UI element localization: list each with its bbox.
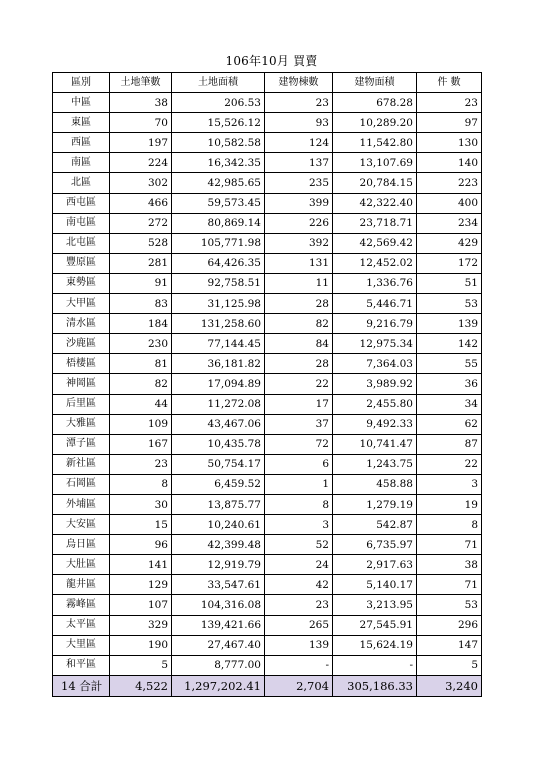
- table-cell: 139,421.66: [172, 615, 265, 635]
- table-cell: 55: [417, 354, 482, 374]
- table-cell: 23: [417, 93, 482, 113]
- district-cell: 大甲區: [53, 294, 110, 314]
- district-cell: 中區: [53, 93, 110, 113]
- column-header: 土地面積: [172, 73, 265, 93]
- district-cell: 西屯區: [53, 193, 110, 213]
- table-cell: 147: [417, 635, 482, 655]
- table-cell: -: [265, 655, 333, 675]
- total-row: [53, 675, 482, 696]
- table-cell: 22: [265, 374, 333, 394]
- table-cell: 10,240.61: [172, 515, 265, 535]
- table-row: [53, 294, 482, 314]
- table-cell: 302: [110, 173, 172, 193]
- table-cell: 8: [265, 494, 333, 514]
- table-cell: 42,569.42: [333, 233, 417, 253]
- district-cell: 梧棲區: [53, 354, 110, 374]
- district-cell: 神岡區: [53, 374, 110, 394]
- table-cell: 38: [110, 93, 172, 113]
- table-row: [53, 253, 482, 273]
- table-cell: 15: [110, 515, 172, 535]
- table-cell: 15,526.12: [172, 113, 265, 133]
- table-cell: 265: [265, 615, 333, 635]
- table-cell: 92,758.51: [172, 273, 265, 293]
- table-cell: 23: [265, 93, 333, 113]
- district-cell: 沙鹿區: [53, 334, 110, 354]
- table-cell: 59,573.45: [172, 193, 265, 213]
- district-cell: 北區: [53, 173, 110, 193]
- table-cell: 12,975.34: [333, 334, 417, 354]
- table-row: [53, 113, 482, 133]
- table-cell: 23,718.71: [333, 213, 417, 233]
- table-cell: 234: [417, 213, 482, 233]
- table-cell: 72: [265, 434, 333, 454]
- table-cell: 139: [417, 314, 482, 334]
- table-cell: 226: [265, 213, 333, 233]
- table-cell: 13,107.69: [333, 153, 417, 173]
- table-cell: 3: [265, 515, 333, 535]
- table-cell: 64,426.35: [172, 253, 265, 273]
- table-row: [53, 434, 482, 454]
- table-cell: 42,985.65: [172, 173, 265, 193]
- table-cell: 9,216.79: [333, 314, 417, 334]
- table-cell: 42,322.40: [333, 193, 417, 213]
- table-cell: 104,316.08: [172, 595, 265, 615]
- column-header: 件 數: [417, 73, 482, 93]
- district-cell: 北屯區: [53, 233, 110, 253]
- table-row: [53, 655, 482, 675]
- table-cell: 7,364.03: [333, 354, 417, 374]
- table-cell: 130: [417, 133, 482, 153]
- table-cell: 528: [110, 233, 172, 253]
- table-row: [53, 374, 482, 394]
- table-cell: 107: [110, 595, 172, 615]
- table-cell: 84: [265, 334, 333, 354]
- table-cell: 51: [417, 273, 482, 293]
- district-cell: 豐原區: [53, 253, 110, 273]
- table-cell: 17,094.89: [172, 374, 265, 394]
- table-cell: 12,452.02: [333, 253, 417, 273]
- table-cell: 281: [110, 253, 172, 273]
- table-cell: 109: [110, 414, 172, 434]
- table-cell: 17: [265, 394, 333, 414]
- table-cell: 542.87: [333, 515, 417, 535]
- table-cell: 33,547.61: [172, 575, 265, 595]
- table-cell: 2,917.63: [333, 555, 417, 575]
- table-cell: 81: [110, 354, 172, 374]
- table-cell: 466: [110, 193, 172, 213]
- table-cell: 140: [417, 153, 482, 173]
- table-cell: 392: [265, 233, 333, 253]
- table-cell: 2,455.80: [333, 394, 417, 414]
- district-cell: 后里區: [53, 394, 110, 414]
- table-row: [53, 93, 482, 113]
- table-cell: 678.28: [333, 93, 417, 113]
- table-cell: 16,342.35: [172, 153, 265, 173]
- column-header: 區別: [53, 73, 110, 93]
- table-cell: 2,704: [265, 675, 333, 696]
- table-row: [53, 454, 482, 474]
- table-cell: 4,522: [110, 675, 172, 696]
- table-cell: 11,542.80: [333, 133, 417, 153]
- table-cell: 8: [110, 474, 172, 494]
- table-cell: 3,213.95: [333, 595, 417, 615]
- table-cell: -: [333, 655, 417, 675]
- table-cell: 400: [417, 193, 482, 213]
- district-cell: 大里區: [53, 635, 110, 655]
- table-row: [53, 153, 482, 173]
- table-cell: 31,125.98: [172, 294, 265, 314]
- district-cell: 霧峰區: [53, 595, 110, 615]
- table-cell: 42,399.48: [172, 535, 265, 555]
- district-cell: 太平區: [53, 615, 110, 635]
- table-row: [53, 173, 482, 193]
- district-cell: 清水區: [53, 314, 110, 334]
- page-title: 106年10月 買賣: [225, 54, 318, 68]
- table-row: [53, 515, 482, 535]
- table-cell: 10,435.78: [172, 434, 265, 454]
- table-cell: 124: [265, 133, 333, 153]
- table-cell: 19: [417, 494, 482, 514]
- table-cell: 5,140.17: [333, 575, 417, 595]
- table-cell: 5: [110, 655, 172, 675]
- table-row: [53, 273, 482, 293]
- district-cell: 潭子區: [53, 434, 110, 454]
- table-cell: 5: [417, 655, 482, 675]
- table-cell: 80,869.14: [172, 213, 265, 233]
- column-header: 建物棟數: [265, 73, 333, 93]
- table-cell: 38: [417, 555, 482, 575]
- table-cell: 87: [417, 434, 482, 454]
- table-row: [53, 233, 482, 253]
- table-cell: 23: [265, 595, 333, 615]
- table-cell: 458.88: [333, 474, 417, 494]
- district-cell: 南屯區: [53, 213, 110, 233]
- table-cell: 3: [417, 474, 482, 494]
- district-cell: 外埔區: [53, 494, 110, 514]
- table-cell: 83: [110, 294, 172, 314]
- district-cell: 東區: [53, 113, 110, 133]
- table-cell: 97: [417, 113, 482, 133]
- table-cell: 1,279.19: [333, 494, 417, 514]
- table-row: [53, 334, 482, 354]
- table-row: [53, 535, 482, 555]
- table-row: [53, 494, 482, 514]
- table-cell: 82: [265, 314, 333, 334]
- table-cell: 172: [417, 253, 482, 273]
- table-cell: 82: [110, 374, 172, 394]
- table-cell: 23: [110, 454, 172, 474]
- table-cell: 77,144.45: [172, 334, 265, 354]
- table-cell: 131,258.60: [172, 314, 265, 334]
- table-row: [53, 133, 482, 153]
- table-cell: 8: [417, 515, 482, 535]
- table-cell: 137: [265, 153, 333, 173]
- table-cell: 11: [265, 273, 333, 293]
- table-cell: 44: [110, 394, 172, 414]
- table-cell: 8,777.00: [172, 655, 265, 675]
- table-cell: 1,336.76: [333, 273, 417, 293]
- district-cell: 和平區: [53, 655, 110, 675]
- table-row: [53, 354, 482, 374]
- table-cell: 27,467.40: [172, 635, 265, 655]
- table-cell: 13,875.77: [172, 494, 265, 514]
- table-cell: 10,289.20: [333, 113, 417, 133]
- table-cell: 272: [110, 213, 172, 233]
- table-row: [53, 635, 482, 655]
- district-cell: 新社區: [53, 454, 110, 474]
- table-row: [53, 474, 482, 494]
- column-header: 建物面積: [333, 73, 417, 93]
- table-cell: 15,624.19: [333, 635, 417, 655]
- table-cell: 305,186.33: [333, 675, 417, 696]
- table-cell: 197: [110, 133, 172, 153]
- table-cell: 3,989.92: [333, 374, 417, 394]
- table-cell: 329: [110, 615, 172, 635]
- table-cell: 24: [265, 555, 333, 575]
- table-cell: 235: [265, 173, 333, 193]
- table-cell: 167: [110, 434, 172, 454]
- table-cell: 70: [110, 113, 172, 133]
- table-cell: 224: [110, 153, 172, 173]
- table-cell: 230: [110, 334, 172, 354]
- table-cell: 36,181.82: [172, 354, 265, 374]
- transaction-table: [52, 72, 482, 697]
- column-header: 土地筆數: [110, 73, 172, 93]
- table-cell: 1,297,202.41: [172, 675, 265, 696]
- table-header-row: [53, 73, 482, 93]
- table-cell: 184: [110, 314, 172, 334]
- table-cell: 37: [265, 414, 333, 434]
- table-cell: 30: [110, 494, 172, 514]
- table-row: [53, 394, 482, 414]
- table-cell: 131: [265, 253, 333, 273]
- table-cell: 142: [417, 334, 482, 354]
- table-cell: 6,459.52: [172, 474, 265, 494]
- district-cell: 烏日區: [53, 535, 110, 555]
- table-cell: 129: [110, 575, 172, 595]
- table-cell: 91: [110, 273, 172, 293]
- district-cell: 石岡區: [53, 474, 110, 494]
- table-cell: 5,446.71: [333, 294, 417, 314]
- table-cell: 105,771.98: [172, 233, 265, 253]
- district-cell: 大安區: [53, 515, 110, 535]
- table-cell: 96: [110, 535, 172, 555]
- table-cell: 71: [417, 575, 482, 595]
- table-cell: 62: [417, 414, 482, 434]
- district-cell: 東勢區: [53, 273, 110, 293]
- table-row: [53, 193, 482, 213]
- table-cell: 223: [417, 173, 482, 193]
- table-cell: 139: [265, 635, 333, 655]
- table-cell: 6: [265, 454, 333, 474]
- table-row: [53, 213, 482, 233]
- table-cell: 11,272.08: [172, 394, 265, 414]
- table-cell: 14 合計: [53, 675, 110, 696]
- table-row: [53, 314, 482, 334]
- district-cell: 大肚區: [53, 555, 110, 575]
- table-cell: 34: [417, 394, 482, 414]
- table-cell: 1,243.75: [333, 454, 417, 474]
- table-cell: 9,492.33: [333, 414, 417, 434]
- table-cell: 50,754.17: [172, 454, 265, 474]
- table-cell: 27,545.91: [333, 615, 417, 635]
- table-cell: 20,784.15: [333, 173, 417, 193]
- table-cell: 53: [417, 595, 482, 615]
- district-cell: 大雅區: [53, 414, 110, 434]
- table-cell: 71: [417, 535, 482, 555]
- table-cell: 36: [417, 374, 482, 394]
- table-cell: 43,467.06: [172, 414, 265, 434]
- table-cell: 399: [265, 193, 333, 213]
- table-cell: 12,919.79: [172, 555, 265, 575]
- table-cell: 22: [417, 454, 482, 474]
- table-cell: 190: [110, 635, 172, 655]
- table-cell: 28: [265, 354, 333, 374]
- table-row: [53, 414, 482, 434]
- table-cell: 10,741.47: [333, 434, 417, 454]
- table-row: [53, 555, 482, 575]
- table-cell: 93: [265, 113, 333, 133]
- table-cell: 52: [265, 535, 333, 555]
- table-cell: 3,240: [417, 675, 482, 696]
- table-cell: 10,582.58: [172, 133, 265, 153]
- table-cell: 42: [265, 575, 333, 595]
- table-row: [53, 615, 482, 635]
- district-cell: 南區: [53, 153, 110, 173]
- table-row: [53, 595, 482, 615]
- table-cell: 429: [417, 233, 482, 253]
- table-cell: 206.53: [172, 93, 265, 113]
- table-row: [53, 575, 482, 595]
- district-cell: 龍井區: [53, 575, 110, 595]
- table-cell: 28: [265, 294, 333, 314]
- table-cell: 6,735.97: [333, 535, 417, 555]
- district-cell: 西區: [53, 133, 110, 153]
- table-cell: 53: [417, 294, 482, 314]
- table-cell: 1: [265, 474, 333, 494]
- table-cell: 141: [110, 555, 172, 575]
- table-cell: 296: [417, 615, 482, 635]
